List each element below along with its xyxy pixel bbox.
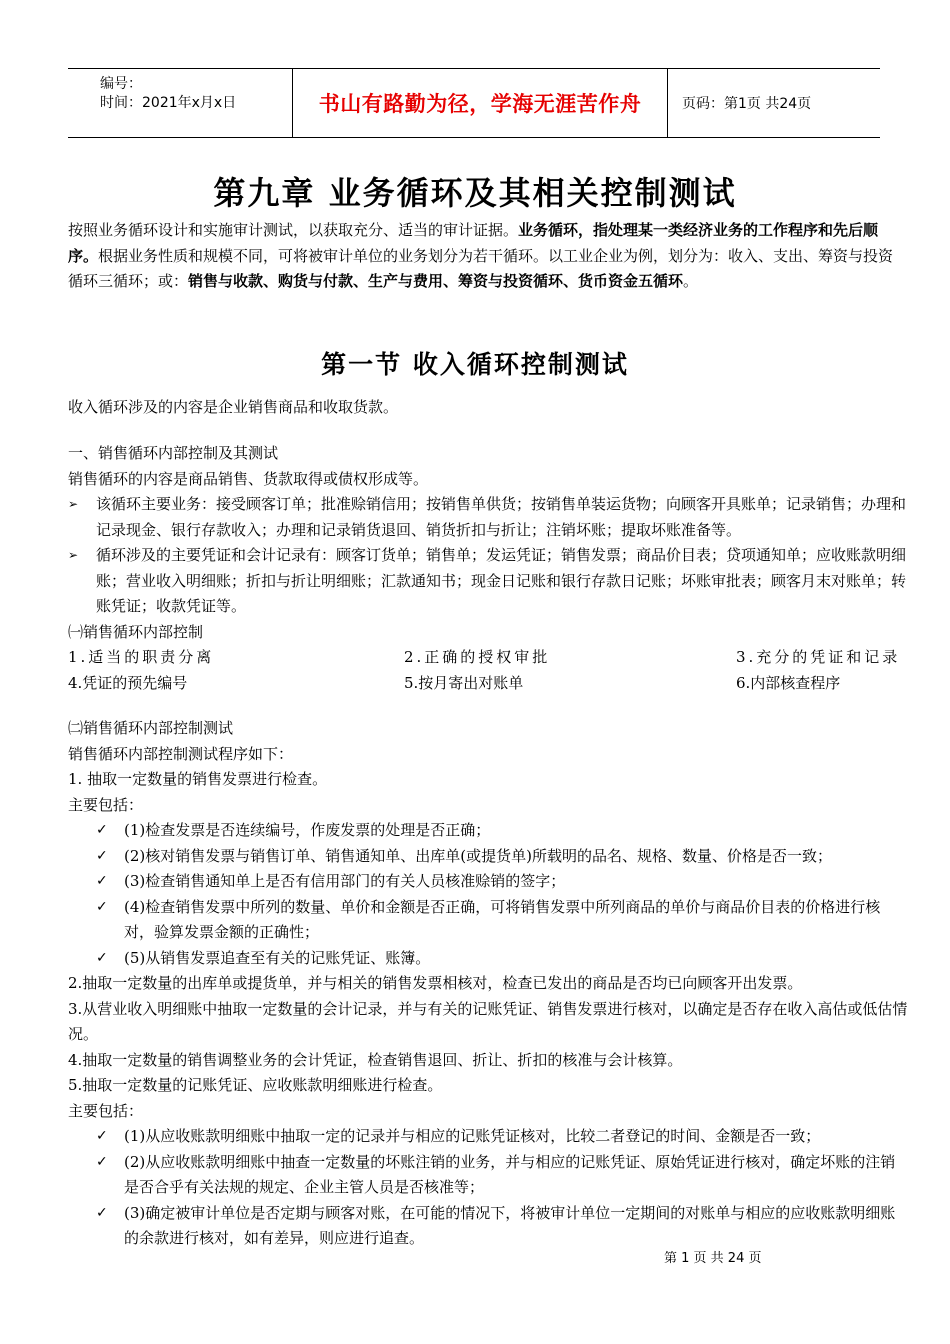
intro-bold-1: 业务循环，指处理某一类经济业务的工作程序和先后顺序。 — [68, 221, 879, 265]
list-item — [68, 895, 908, 946]
section-title: 第一节 收入循环控制测试 — [321, 350, 629, 379]
check-icon: ✓ — [96, 847, 108, 864]
check-icon: ✓ — [96, 949, 108, 966]
section-intro: 收入循环涉及的内容是企业销售商品和收取货款。 — [68, 398, 399, 416]
bullet-text: 该循环主要业务：接受顾客订单；批准赊销信用；按销售单供货；按销售单装运货物；向顾客开具账单；记录销售；办理和记录现金、银行存款收入；办理和记录销货退回、销货折扣与折让；注销坏账；提取坏账准备等。 — [96, 495, 907, 539]
test-intro-line: 销售循环内部控制测试程序如下： — [68, 744, 294, 763]
bullet-text: 循环涉及的主要凭证和会计记录有：顾客订货单；销售单；发运凭证；销售发票；商品价目表；贷项通知单；应收账款明细账；营业收入明细账；折扣与折让明细账；汇款通知书；现金日记账和银行存款日记账；坏账审批表；顾客月末对账单；转账凭证；收款凭证等。 — [96, 546, 907, 615]
check-icon: ✓ — [96, 1204, 108, 1221]
chapter-title: 第九章 业务循环及其相关控制测试 — [213, 174, 737, 212]
control-item: 5.按月寄出对账单 — [404, 673, 524, 692]
part1-line: 销售循环的内容是商品销售、货款取得或债权形成等。 — [68, 469, 429, 488]
list-item — [68, 844, 908, 870]
check-text: (2)核对销售发票与销售订单、销售通知单、出库单(或提货单)所载明的品名、规格、数量、价格是否一致； — [124, 846, 832, 865]
subheading-control-test: ㈡销售循环内部控制测试 — [68, 719, 234, 737]
list-item — [68, 946, 908, 972]
part1-block — [68, 441, 908, 696]
check-text: (1)检查发票是否连续编号，作废发票的处理是否正确； — [124, 821, 491, 839]
subheading-internal-control: ㈠销售循环内部控制 — [68, 622, 204, 641]
time-label: 时间：2021年x月x日 — [100, 95, 237, 111]
check-text: (1)从应收账款明细账中抽取一定的记录并与相应的记账凭证核对，比较二者登记的时间、金额是否一致； — [124, 1127, 821, 1145]
list-item — [68, 1201, 908, 1252]
part1-heading: 一、销售循环内部控制及其测试 — [68, 444, 279, 462]
control-item: 1.适当的职责分离 — [68, 648, 215, 666]
control-item: 4.凭证的预先编号 — [68, 673, 188, 692]
check-icon: ✓ — [96, 1128, 108, 1144]
step-3: 3.从营业收入明细账中抽取一定数量的会计记录，并与有关的记账凭证、销售发票进行核对，以确定是否存在收入高估或低估情况。 — [68, 999, 908, 1043]
list-item — [68, 1150, 908, 1201]
step-5: 5.抽取一定数量的记账凭证、应收账款明细账进行检查。 — [68, 1076, 443, 1094]
intro-bold-2: 销售与收款、购货与付款、生产与费用、筹资与投资循环、货币资金五循环 — [188, 272, 684, 290]
list-item — [68, 869, 908, 895]
part1-tests-block — [68, 716, 908, 1252]
step-1: 1. 抽取一定数量的销售发票进行检查。 — [68, 770, 328, 788]
check-icon: ✓ — [96, 822, 108, 838]
intro-text-end: 。 — [683, 272, 699, 290]
check-text: (3)确定被审计单位是否定期与顾客对账，在可能的情况下，将被审计单位一定期间的对账单与相应的应收账款明细账的余款进行核对，如有差异，则应进行追查。 — [124, 1203, 896, 1247]
list-item — [68, 818, 908, 844]
step-4: 4.抽取一定数量的销售调整业务的会计凭证，检查销售退回、折让、折扣的核准与会计核算。 — [68, 1050, 683, 1069]
check-text: (3)检查销售通知单上是否有信用部门的有关人员核准赊销的签字； — [124, 872, 566, 890]
control-item: 6.内部核查程序 — [736, 673, 841, 692]
check-text: (4)检查销售发票中所列的数量、单价和金额是否正确，可将销售发票中所列商品的单价与商品价目表的价格进行核对，验算发票金额的正确性； — [124, 897, 881, 941]
header-meta — [68, 69, 292, 137]
controls-row-2 — [68, 671, 908, 697]
intro-text-2: 根据业务性质和规模不同，可将被审计单位的业务划分为若干循环。以工业企业为例，划分为：收入、支出、筹资与投资循环三循环；或： — [68, 246, 894, 290]
intro-text-1: 按照业务循环设计和实施审计测试，以获取充分、适当的审计证据。 — [68, 221, 519, 239]
list-item — [68, 543, 908, 620]
main-includes-label: 主要包括： — [68, 795, 144, 814]
header-motto: 书山有路勤为径，学海无涯苦作舟 — [292, 69, 668, 137]
control-item: 3.充分的凭证和记录 — [736, 648, 901, 666]
check-text: (5)从销售发票追查至有关的记账凭证、账簿。 — [124, 948, 431, 967]
header-page-info: 页码：第1页 共24页 — [682, 96, 812, 112]
list-item — [68, 1124, 908, 1150]
page-footer: 第 1 页 共 24 页 — [664, 1251, 762, 1266]
check-icon: ✓ — [96, 1153, 108, 1170]
intro-paragraph — [68, 218, 908, 295]
controls-row-1 — [68, 645, 908, 671]
control-item: 2.正确的授权审批 — [404, 648, 551, 666]
check-icon: ✓ — [96, 898, 108, 915]
list-item — [68, 492, 908, 543]
check-text: (2)从应收账款明细账中抽查一定数量的坏账注销的业务，并与相应的记账凭证、原始凭证进行核对，确定坏账的注销是否合乎有关法规的规定、企业主管人员是否核准等； — [124, 1152, 896, 1196]
header-table — [68, 68, 880, 138]
number-label: 编号： — [100, 76, 142, 92]
step-2: 2.抽取一定数量的出库单或提货单，并与相关的销售发票相核对，检查已发出的商品是否均已向顾客开出发票。 — [68, 974, 803, 992]
main-includes-label-2: 主要包括： — [68, 1101, 144, 1120]
arrow-bullet-icon: ➢ — [68, 497, 79, 511]
arrow-bullet-icon: ➢ — [68, 548, 79, 562]
check-icon: ✓ — [96, 873, 108, 889]
